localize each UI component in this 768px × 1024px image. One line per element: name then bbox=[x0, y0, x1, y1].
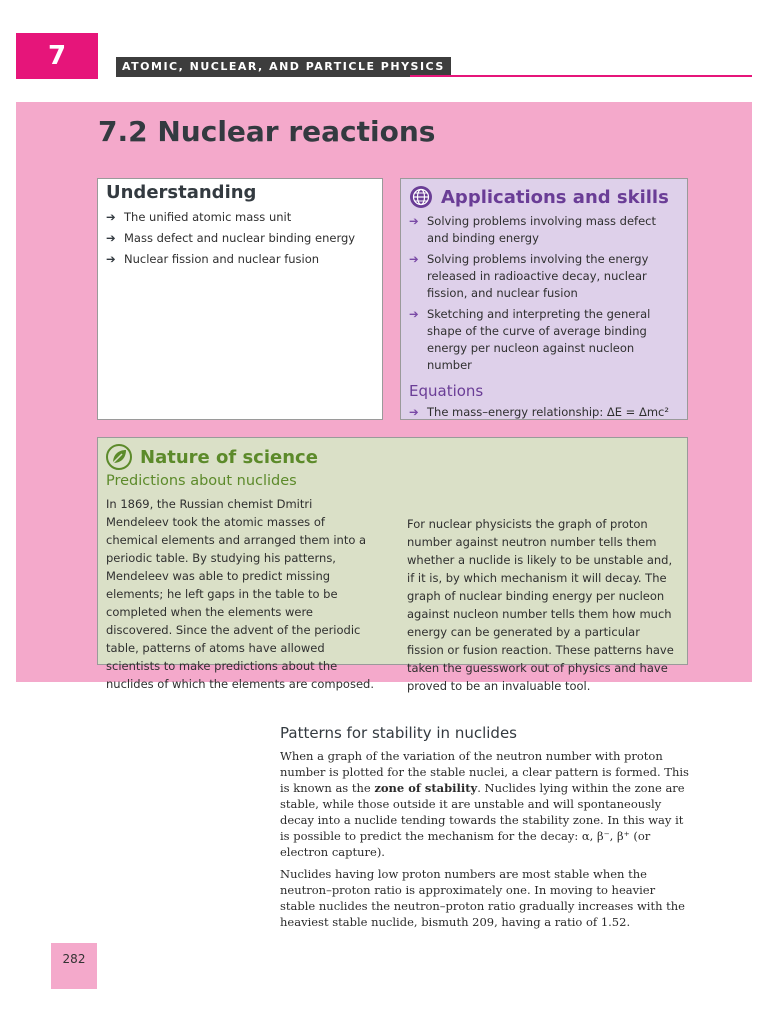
nature-of-science-box bbox=[97, 437, 688, 693]
skills-list bbox=[409, 213, 679, 374]
arrow-icon: ➔ bbox=[409, 307, 419, 321]
list-item: ➔ Mass defect and nuclear binding energy bbox=[106, 231, 356, 245]
arrow-icon: ➔ bbox=[106, 252, 116, 266]
equations-list bbox=[409, 404, 679, 421]
skills-box bbox=[400, 178, 688, 420]
nature-heading: Nature of science bbox=[140, 446, 318, 468]
page-number: 282 bbox=[51, 943, 97, 989]
running-title: ATOMIC, NUCLEAR, AND PARTICLE PHYSICS bbox=[116, 57, 451, 77]
list-item: ➔ Solving problems involving mass defect and binding energy bbox=[409, 214, 656, 245]
arrow-icon: ➔ bbox=[106, 210, 116, 224]
chapter-number-badge: 7 bbox=[16, 33, 98, 79]
arrow-icon: ➔ bbox=[409, 252, 419, 266]
leaf-icon bbox=[106, 444, 132, 470]
section-title: 7.2 Nuclear reactions bbox=[98, 115, 436, 148]
globe-icon bbox=[409, 185, 433, 209]
understanding-heading: Understanding bbox=[106, 182, 257, 203]
skills-heading: Applications and skills bbox=[441, 186, 669, 208]
nature-left-paragraph: In 1869, the Russian chemist Dmitri Mendeleev took the atomic masses of chemical elements and arranged them into a periodic table. By studying his patterns, Mendeleev was able to predict missing elements; he left gaps in the table to be completed when the elements were discovered. Since the advent of the periodic table, patterns of atoms have allowed scientists to make predictions about the nuclides of which the elements are composed. bbox=[106, 497, 374, 691]
arrow-icon: ➔ bbox=[409, 405, 419, 419]
body-paragraph-1: When a graph of the variation of the neutron number with proton number is plotted for the stable nuclei, a clear pattern is formed. This is known as the zone of stability. Nuclides lying within the zone are stable, while those outside it are unstable and will spontaneously decay into a nuclide tending towards the stability zone. In this way it is possible to predict the mechanism for the decay: α, β⁻, β⁺ (or electron capture). bbox=[280, 749, 689, 859]
header-rule bbox=[410, 75, 752, 77]
equations-heading: Equations bbox=[409, 382, 484, 400]
body-paragraph-2: Nuclides having low proton numbers are most stable when the neutron–proton ratio is approximately one. In moving to heavier stable nuclides the neutron–proton ratio gradually increases with the heaviest stable nuclide, bismuth 209, having a ratio of 1.52. bbox=[280, 867, 685, 929]
list-item: ➔ The unified atomic mass unit bbox=[106, 210, 292, 224]
zone-of-stability-term: zone of stability bbox=[374, 781, 478, 795]
arrow-icon: ➔ bbox=[409, 214, 419, 228]
understanding-box bbox=[97, 178, 383, 420]
list-item: ➔ The mass–energy relationship: ΔE = Δmc² bbox=[409, 405, 669, 419]
list-item: ➔ Sketching and interpreting the general shape of the curve of average binding energy per nucleon against nucleon number bbox=[409, 307, 651, 372]
list-item: ➔ Solving problems involving the energy released in radioactive decay, nuclear fission, and nuclear fusion bbox=[409, 252, 649, 300]
nature-right-paragraph: For nuclear physicists the graph of proton number against neutron number tells them whether a nuclide is likely to be unstable and, if it is, by which mechanism it will decay. The graph of nuclear binding energy per nucleon against nucleon number tells them how much energy can be generated by a particular fission or fusion reaction. These patterns have taken the guesswork out of physics and have proved to be an invaluable tool. bbox=[407, 517, 674, 693]
arrow-icon: ➔ bbox=[106, 231, 116, 245]
understanding-list bbox=[106, 209, 374, 268]
list-item: ➔ Nuclear fission and nuclear fusion bbox=[106, 252, 320, 266]
nature-subheading: Predictions about nuclides bbox=[106, 473, 297, 489]
body-heading: Patterns for stability in nuclides bbox=[280, 724, 517, 742]
